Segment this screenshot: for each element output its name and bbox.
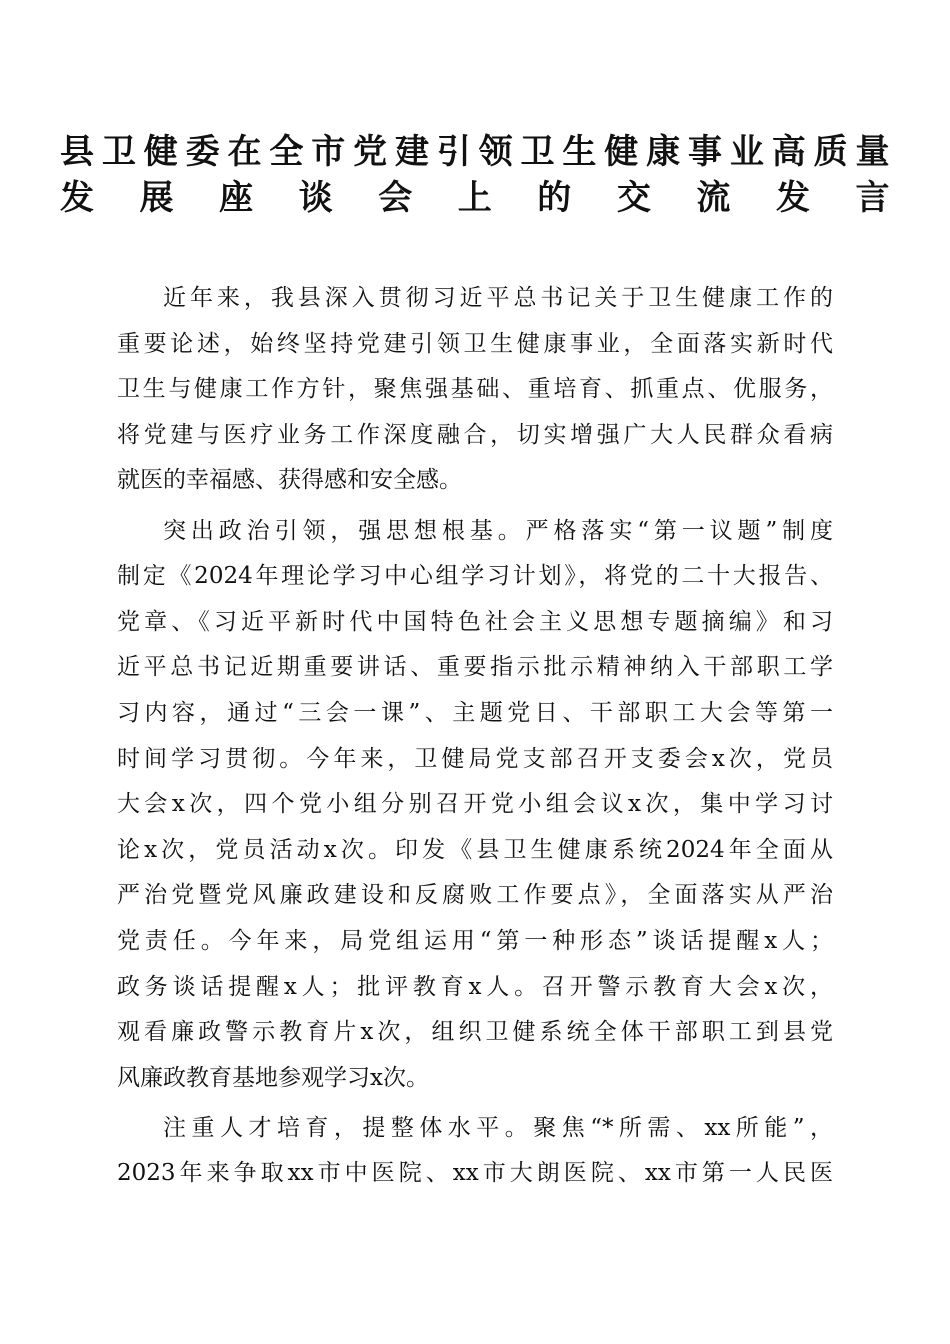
document-body <box>117 276 833 1197</box>
paragraph-line: 观看廉政警示教育片x次，组织卫健系统全体干部职工到县党 <box>117 1019 833 1046</box>
paragraph-line: 近平总书记近期重要讲话、重要指示批示精神纳入干部职工学 <box>117 654 833 681</box>
paragraph-line: 将党建与医疗业务工作深度融合，切实增强广大人民群众看病 <box>117 421 833 448</box>
paragraph-line: 制定《2024年理论学习中心组学习计划》，将党的二十大报告、 <box>117 563 833 590</box>
document-title <box>60 128 890 219</box>
paragraph-2 <box>117 509 833 1102</box>
paragraph-line: 时间学习贯彻。今年来，卫健局党支部召开支委会x次，党员 <box>117 745 833 772</box>
title-line-2: 发展座谈会上的交流发言 <box>60 177 890 218</box>
paragraph-3 <box>117 1106 833 1197</box>
paragraph-line: 突出政治引领，强思想根基。严格落实“第一议题”制度 <box>163 517 833 544</box>
paragraph-line: 重要论述，始终坚持党建引领卫生健康事业，全面落实新时代 <box>117 330 833 357</box>
paragraph-line: 大会x次，四个党小组分别召开党小组会议x次，集中学习讨 <box>117 791 833 818</box>
paragraph-line: 党责任。今年来，局党组运用“第一种形态”谈话提醒x人； <box>117 927 833 954</box>
paragraph-line: 卫生与健康工作方针，聚焦强基础、重培育、抓重点、优服务， <box>117 376 833 403</box>
title-line-1: 县卫健委在全市党建引领卫生健康事业高质量 <box>60 132 890 172</box>
paragraph-line: 习内容，通过“三会一课”、主题党日、干部职工大会等第一 <box>117 699 833 726</box>
paragraph-line: 党章、《习近平新时代中国特色社会主义思想专题摘编》和习 <box>117 608 833 635</box>
paragraph-1 <box>117 276 833 504</box>
paragraph-line: 注重人才培育，提整体水平。聚焦“*所需、xx所能”， <box>163 1114 833 1141</box>
paragraph-line: 严治党暨党风廉政建设和反腐败工作要点》，全面落实从严治 <box>117 882 833 909</box>
paragraph-line: 政务谈话提醒x人；批评教育x人。召开警示教育大会x次， <box>117 973 833 1000</box>
paragraph-line: 2023年来争取xx市中医院、xx市大朗医院、xx市第一人民医 <box>117 1160 833 1187</box>
paragraph-line: 就医的幸福感、获得感和安全感。 <box>117 467 462 494</box>
paragraph-line: 近年来，我县深入贯彻习近平总书记关于卫生健康工作的 <box>163 285 833 311</box>
paragraph-line: 风廉政教育基地参观学习x次。 <box>117 1064 429 1091</box>
paragraph-line: 论x次，党员活动x次。印发《县卫生健康系统2024年全面从 <box>117 836 833 863</box>
